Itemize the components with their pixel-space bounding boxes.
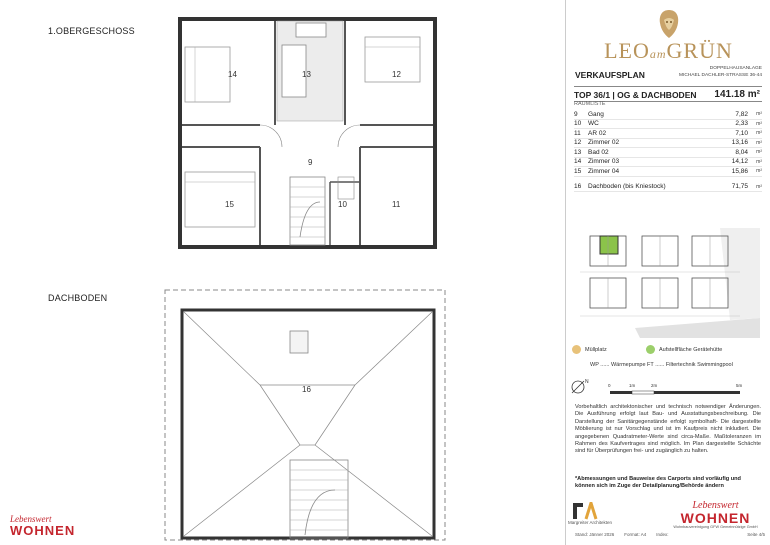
footer [575,532,765,537]
scale-bar [570,377,760,399]
lebenswert-wohnen-logo [668,500,763,529]
site-plan [580,228,760,338]
footer-index: Index: [656,532,669,537]
legend-item-muellplatz: Müllplatz [572,345,607,354]
room-row: 14 Zimmer 03 14,12 m² [574,158,762,166]
floor-plan-og [160,17,450,249]
logo-wohnen: WOHNEN [680,510,751,526]
room-label-9: 9 [308,158,313,167]
room-list-heading: RAUMLISTE [574,101,606,107]
divider [574,86,762,87]
floor-title-og: 1.OBERGESCHOSS [48,26,135,36]
architect-logo-icon [572,502,598,520]
room-label-11: 11 [392,200,401,209]
room-label-14: 14 [228,70,237,79]
scale-0: 0 [608,383,611,388]
footer-format: Format: A4 [624,532,647,537]
footer-page: Seite 4/5 [747,532,765,537]
muellplatz-swatch [572,345,581,354]
room-list [574,110,762,192]
scale-2m: 2m [651,383,658,388]
floor-plan-dachboden [160,285,450,543]
plan-title: VERKAUFSPLAN [575,70,645,80]
lion-logo-icon [656,8,682,40]
room-label-13: 13 [302,70,311,79]
brand-wordmark [566,38,770,64]
logo-lebenswert: Lebenswert [10,514,52,524]
unit-line: TOP 36/1 | OG & DACHBODEN [574,90,697,100]
legend-abbrev: WP ...... Wärmepumpe FT ...... Filtertechnik Swimmingpool [590,362,733,368]
brand-grun: GRÜN [666,38,733,63]
room-row: 13 Bad 02 8,04 m² [574,148,762,156]
lebenswert-wohnen-logo-left [10,514,75,538]
architect-name: Margreiter Architekten [568,520,613,525]
room-row: 12 Zimmer 02 13,16 m² [574,139,762,147]
logo-lebenswert: Lebenswert [692,500,739,511]
legend-item-geraete: Aufstellfläche Gerätehütte [646,345,722,354]
room-row: 15 Zimmer 04 15,86 m² [574,167,762,175]
total-area: 141.18 m² [714,89,760,100]
logo-wohnen: WOHNEN [10,523,76,538]
room-row: 10 WC 2,33 m² [574,120,762,128]
north-arrow-icon [572,379,589,393]
floor-title-dachboden: DACHBODEN [48,293,108,303]
address-line-2: MICHAEL DACHLER-STRASSE 36-44 [679,73,762,78]
carport-note: *Abmessungen und Bauweise des Carports sind vorläufig und können sich im Zuge der Detailplanung/Behörde ändern [575,476,741,490]
scale-5m: 5m [736,383,743,388]
room-label-16: 16 [302,385,311,394]
brand-am: am [649,47,667,61]
logo-subtitle: Wohnbauvereinigung GFW Gemeinnützige GmbH [673,525,758,529]
address-line-1: DOPPELHAUSANLAGE [709,66,762,71]
room-label-12: 12 [392,70,401,79]
geraete-swatch [646,345,655,354]
footer-date: Stand: Jänner 2026 [575,532,615,537]
room-label-15: 15 [225,200,234,209]
room-row: 11 AR 02 7,10 m² [574,129,762,137]
room-row: 9 Gang 7,82 m² [574,110,762,118]
scale-1m: 1m [629,383,636,388]
room-row-dachboden: 16 Dachboden (bis Kniestock) 71,75 m² [574,183,762,191]
svg-text:N: N [585,379,589,385]
disclaimer-text: Vorbehaltlich architektonischer und technisch notwendiger Änderungen. Die Ausführung erfolgt laut Bau- und Ausstattungsbeschreibung. Die Darstellung der Sanitärgegenstände erfolgt symbolhaft- Die dargestellte Möblierung ist nur Vorschlag und ist im Kaufpreis nicht inkludiert. Die angegebenen Quadratmeter-Werte sind circa-Maße. Maßtoleranzen im Rahmen des Kaufvertrages sind möglich. Im Plan dargestellte Schächte sind für Überprüfungen frei- und zugänglich zu halten. [575,404,761,455]
brand-leo: LEO [604,38,650,63]
room-label-10: 10 [338,200,347,209]
